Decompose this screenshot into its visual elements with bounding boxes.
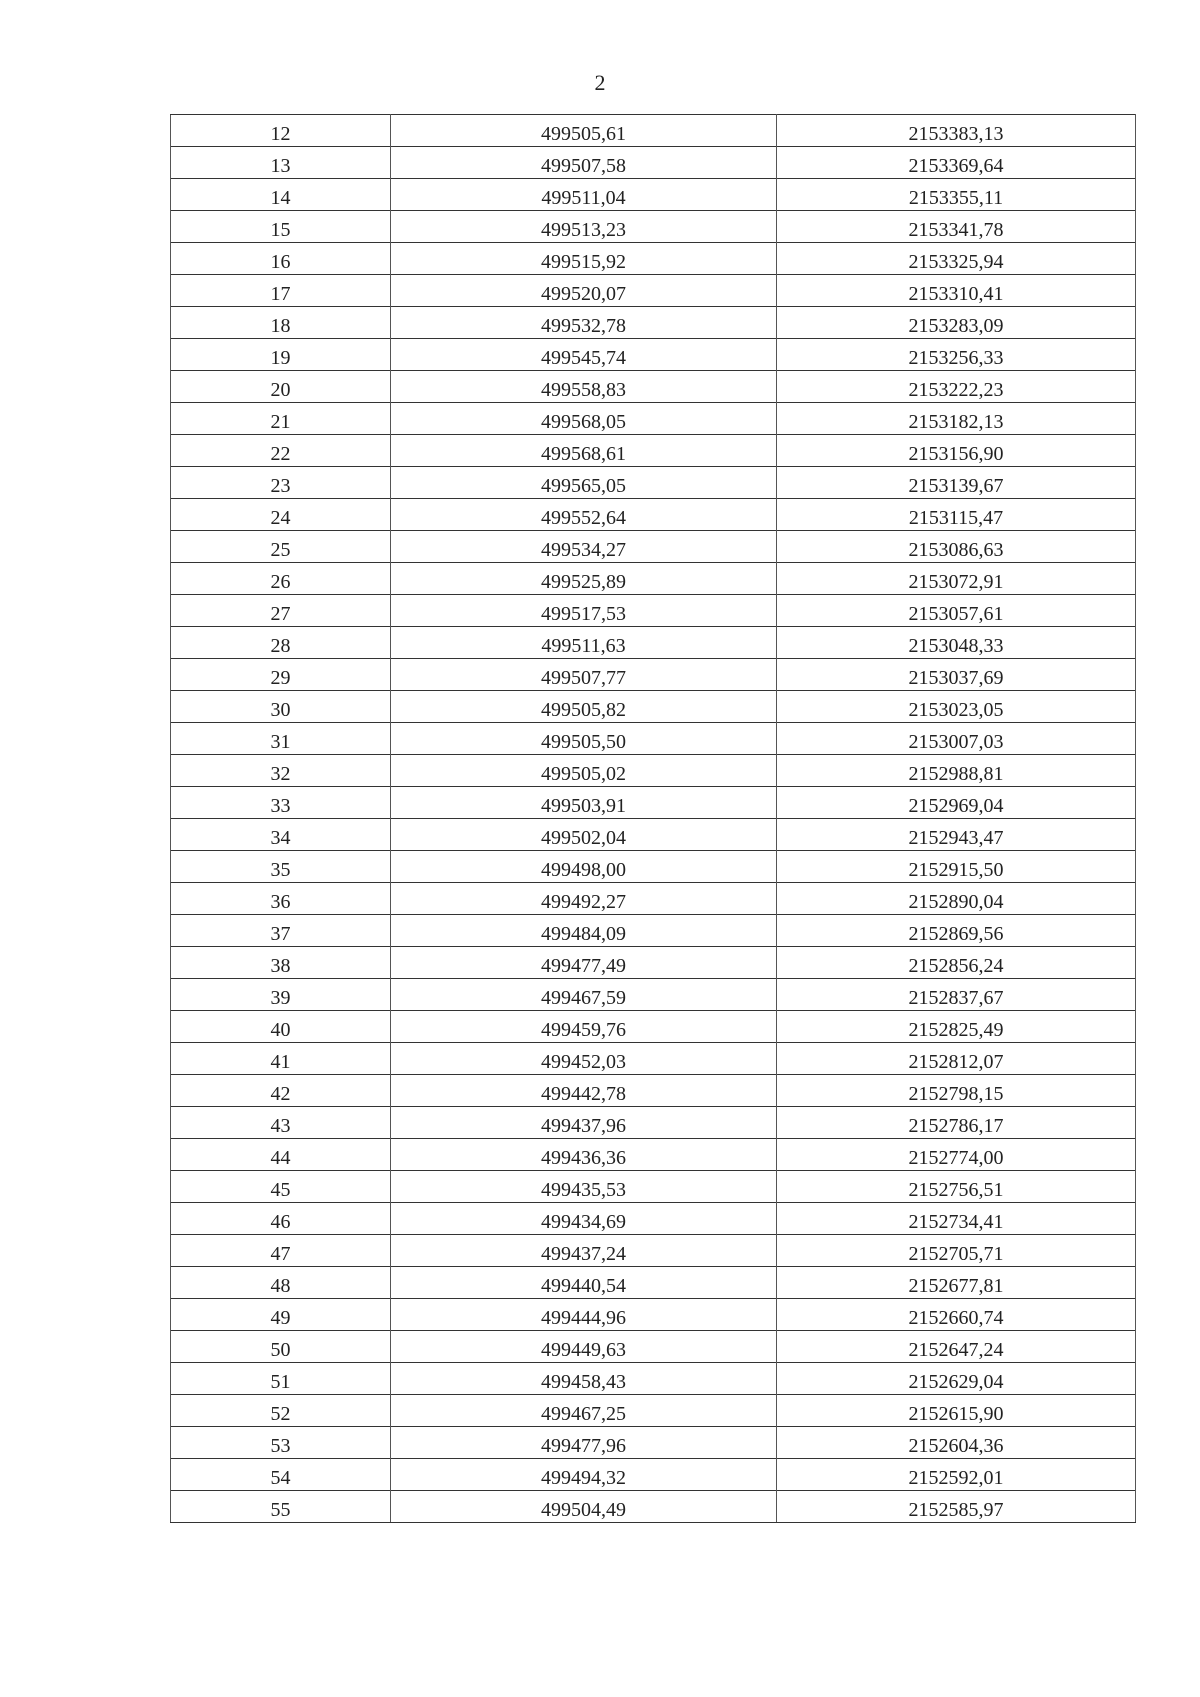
y-coordinate-cell: 2153310,41: [777, 275, 1136, 307]
point-number-cell: 25: [171, 531, 391, 563]
table-row: [171, 499, 1136, 531]
x-coordinate-cell: 499494,32: [391, 1459, 777, 1491]
point-number-cell: 40: [171, 1011, 391, 1043]
x-coordinate-cell: 499525,89: [391, 563, 777, 595]
table-row: [171, 403, 1136, 435]
y-coordinate-cell: 2152585,97: [777, 1491, 1136, 1523]
x-coordinate-cell: 499440,54: [391, 1267, 777, 1299]
y-coordinate-cell: 2153325,94: [777, 243, 1136, 275]
x-coordinate-cell: 499545,74: [391, 339, 777, 371]
y-coordinate-cell: 2152856,24: [777, 947, 1136, 979]
x-coordinate-cell: 499558,83: [391, 371, 777, 403]
x-coordinate-cell: 499498,00: [391, 851, 777, 883]
x-coordinate-cell: 499505,02: [391, 755, 777, 787]
table-row: [171, 1075, 1136, 1107]
point-number-cell: 46: [171, 1203, 391, 1235]
x-coordinate-cell: 499477,96: [391, 1427, 777, 1459]
point-number-cell: 44: [171, 1139, 391, 1171]
y-coordinate-cell: 2153156,90: [777, 435, 1136, 467]
y-coordinate-cell: 2152615,90: [777, 1395, 1136, 1427]
x-coordinate-cell: 499437,24: [391, 1235, 777, 1267]
point-number-cell: 36: [171, 883, 391, 915]
x-coordinate-cell: 499534,27: [391, 531, 777, 563]
y-coordinate-cell: 2152677,81: [777, 1267, 1136, 1299]
table-row: [171, 915, 1136, 947]
x-coordinate-cell: 499552,64: [391, 499, 777, 531]
table-row: [171, 243, 1136, 275]
y-coordinate-cell: 2152647,24: [777, 1331, 1136, 1363]
table-row: [171, 1395, 1136, 1427]
table-row: [171, 1427, 1136, 1459]
y-coordinate-cell: 2153256,33: [777, 339, 1136, 371]
table-row: [171, 1491, 1136, 1523]
x-coordinate-cell: 499484,09: [391, 915, 777, 947]
table-row: [171, 595, 1136, 627]
y-coordinate-cell: 2152869,56: [777, 915, 1136, 947]
table-row: [171, 147, 1136, 179]
point-number-cell: 32: [171, 755, 391, 787]
y-coordinate-cell: 2153182,13: [777, 403, 1136, 435]
y-coordinate-cell: 2153355,11: [777, 179, 1136, 211]
x-coordinate-cell: 499503,91: [391, 787, 777, 819]
table-row: [171, 371, 1136, 403]
y-coordinate-cell: 2152969,04: [777, 787, 1136, 819]
point-number-cell: 13: [171, 147, 391, 179]
table-row: [171, 563, 1136, 595]
y-coordinate-cell: 2152629,04: [777, 1363, 1136, 1395]
x-coordinate-cell: 499565,05: [391, 467, 777, 499]
x-coordinate-cell: 499477,49: [391, 947, 777, 979]
y-coordinate-cell: 2152604,36: [777, 1427, 1136, 1459]
x-coordinate-cell: 499459,76: [391, 1011, 777, 1043]
x-coordinate-cell: 499492,27: [391, 883, 777, 915]
y-coordinate-cell: 2152705,71: [777, 1235, 1136, 1267]
point-number-cell: 29: [171, 659, 391, 691]
y-coordinate-cell: 2153383,13: [777, 115, 1136, 147]
point-number-cell: 54: [171, 1459, 391, 1491]
y-coordinate-cell: 2152837,67: [777, 979, 1136, 1011]
table-row: [171, 979, 1136, 1011]
table-row: [171, 883, 1136, 915]
table-row: [171, 691, 1136, 723]
point-number-cell: 50: [171, 1331, 391, 1363]
point-number-cell: 53: [171, 1427, 391, 1459]
y-coordinate-cell: 2153369,64: [777, 147, 1136, 179]
coordinates-table-body: [171, 115, 1136, 1523]
point-number-cell: 47: [171, 1235, 391, 1267]
point-number-cell: 16: [171, 243, 391, 275]
x-coordinate-cell: 499467,25: [391, 1395, 777, 1427]
point-number-cell: 49: [171, 1299, 391, 1331]
y-coordinate-cell: 2153341,78: [777, 211, 1136, 243]
y-coordinate-cell: 2152812,07: [777, 1043, 1136, 1075]
x-coordinate-cell: 499437,96: [391, 1107, 777, 1139]
y-coordinate-cell: 2153007,03: [777, 723, 1136, 755]
x-coordinate-cell: 499511,04: [391, 179, 777, 211]
point-number-cell: 18: [171, 307, 391, 339]
table-row: [171, 1363, 1136, 1395]
y-coordinate-cell: 2153139,67: [777, 467, 1136, 499]
point-number-cell: 45: [171, 1171, 391, 1203]
table-row: [171, 1267, 1136, 1299]
point-number-cell: 19: [171, 339, 391, 371]
point-number-cell: 30: [171, 691, 391, 723]
point-number-cell: 51: [171, 1363, 391, 1395]
table-row: [171, 1331, 1136, 1363]
x-coordinate-cell: 499532,78: [391, 307, 777, 339]
page-number: 2: [594, 70, 606, 95]
table-row: [171, 1459, 1136, 1491]
table-row: [171, 179, 1136, 211]
point-number-cell: 20: [171, 371, 391, 403]
y-coordinate-cell: 2153283,09: [777, 307, 1136, 339]
point-number-cell: 14: [171, 179, 391, 211]
x-coordinate-cell: 499520,07: [391, 275, 777, 307]
table-row: [171, 819, 1136, 851]
x-coordinate-cell: 499568,05: [391, 403, 777, 435]
x-coordinate-cell: 499467,59: [391, 979, 777, 1011]
y-coordinate-cell: 2152660,74: [777, 1299, 1136, 1331]
point-number-cell: 33: [171, 787, 391, 819]
table-row: [171, 467, 1136, 499]
point-number-cell: 22: [171, 435, 391, 467]
table-row: [171, 1139, 1136, 1171]
table-row: [171, 435, 1136, 467]
point-number-cell: 12: [171, 115, 391, 147]
y-coordinate-cell: 2153023,05: [777, 691, 1136, 723]
point-number-cell: 21: [171, 403, 391, 435]
point-number-cell: 41: [171, 1043, 391, 1075]
x-coordinate-cell: 499505,50: [391, 723, 777, 755]
point-number-cell: 48: [171, 1267, 391, 1299]
point-number-cell: 31: [171, 723, 391, 755]
y-coordinate-cell: 2152756,51: [777, 1171, 1136, 1203]
y-coordinate-cell: 2153086,63: [777, 531, 1136, 563]
table-row: [171, 787, 1136, 819]
y-coordinate-cell: 2152734,41: [777, 1203, 1136, 1235]
point-number-cell: 34: [171, 819, 391, 851]
point-number-cell: 24: [171, 499, 391, 531]
table-row: [171, 1171, 1136, 1203]
y-coordinate-cell: 2152786,17: [777, 1107, 1136, 1139]
x-coordinate-cell: 499458,43: [391, 1363, 777, 1395]
x-coordinate-cell: 499434,69: [391, 1203, 777, 1235]
table-row: [171, 1043, 1136, 1075]
y-coordinate-cell: 2152825,49: [777, 1011, 1136, 1043]
point-number-cell: 43: [171, 1107, 391, 1139]
x-coordinate-cell: 499449,63: [391, 1331, 777, 1363]
y-coordinate-cell: 2152774,00: [777, 1139, 1136, 1171]
x-coordinate-cell: 499511,63: [391, 627, 777, 659]
y-coordinate-cell: 2152890,04: [777, 883, 1136, 915]
x-coordinate-cell: 499502,04: [391, 819, 777, 851]
x-coordinate-cell: 499505,61: [391, 115, 777, 147]
coordinates-table: [170, 114, 1136, 1523]
x-coordinate-cell: 499444,96: [391, 1299, 777, 1331]
table-row: [171, 531, 1136, 563]
point-number-cell: 38: [171, 947, 391, 979]
table-row: [171, 115, 1136, 147]
table-row: [171, 307, 1136, 339]
table-row: [171, 1203, 1136, 1235]
x-coordinate-cell: 499442,78: [391, 1075, 777, 1107]
x-coordinate-cell: 499517,53: [391, 595, 777, 627]
y-coordinate-cell: 2153072,91: [777, 563, 1136, 595]
point-number-cell: 55: [171, 1491, 391, 1523]
x-coordinate-cell: 499513,23: [391, 211, 777, 243]
table-row: [171, 211, 1136, 243]
table-row: [171, 275, 1136, 307]
y-coordinate-cell: 2153037,69: [777, 659, 1136, 691]
y-coordinate-cell: 2153048,33: [777, 627, 1136, 659]
x-coordinate-cell: 499507,58: [391, 147, 777, 179]
point-number-cell: 52: [171, 1395, 391, 1427]
point-number-cell: 42: [171, 1075, 391, 1107]
point-number-cell: 23: [171, 467, 391, 499]
x-coordinate-cell: 499505,82: [391, 691, 777, 723]
point-number-cell: 27: [171, 595, 391, 627]
x-coordinate-cell: 499435,53: [391, 1171, 777, 1203]
point-number-cell: 17: [171, 275, 391, 307]
x-coordinate-cell: 499504,49: [391, 1491, 777, 1523]
point-number-cell: 37: [171, 915, 391, 947]
table-row: [171, 627, 1136, 659]
y-coordinate-cell: 2153057,61: [777, 595, 1136, 627]
table-row: [171, 947, 1136, 979]
table-row: [171, 659, 1136, 691]
table-row: [171, 755, 1136, 787]
x-coordinate-cell: 499452,03: [391, 1043, 777, 1075]
point-number-cell: 28: [171, 627, 391, 659]
x-coordinate-cell: 499436,36: [391, 1139, 777, 1171]
y-coordinate-cell: 2152798,15: [777, 1075, 1136, 1107]
y-coordinate-cell: 2152943,47: [777, 819, 1136, 851]
point-number-cell: 39: [171, 979, 391, 1011]
y-coordinate-cell: 2153222,23: [777, 371, 1136, 403]
table-row: [171, 1011, 1136, 1043]
table-row: [171, 339, 1136, 371]
table-row: [171, 723, 1136, 755]
x-coordinate-cell: 499515,92: [391, 243, 777, 275]
y-coordinate-cell: 2152988,81: [777, 755, 1136, 787]
table-row: [171, 1299, 1136, 1331]
x-coordinate-cell: 499507,77: [391, 659, 777, 691]
table-row: [171, 1235, 1136, 1267]
y-coordinate-cell: 2153115,47: [777, 499, 1136, 531]
x-coordinate-cell: 499568,61: [391, 435, 777, 467]
y-coordinate-cell: 2152592,01: [777, 1459, 1136, 1491]
point-number-cell: 15: [171, 211, 391, 243]
table-row: [171, 851, 1136, 883]
point-number-cell: 26: [171, 563, 391, 595]
table-row: [171, 1107, 1136, 1139]
point-number-cell: 35: [171, 851, 391, 883]
y-coordinate-cell: 2152915,50: [777, 851, 1136, 883]
